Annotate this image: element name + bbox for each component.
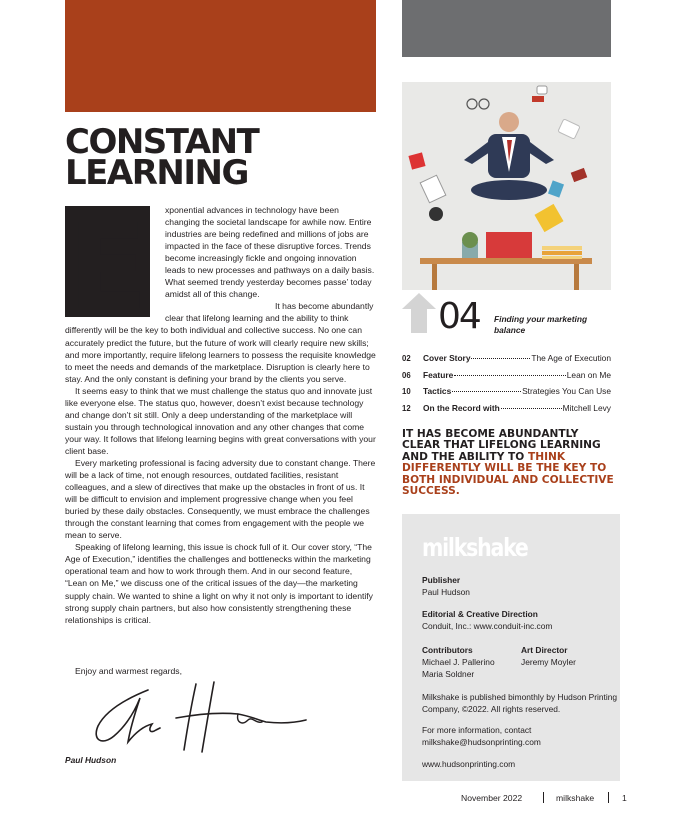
toc-leader: [471, 358, 530, 359]
feature-page-number: 04: [438, 296, 480, 337]
article-body: [65, 204, 376, 626]
art-director-label: Art Director: [521, 645, 568, 655]
header-grey-block: [402, 0, 611, 57]
toc-title: Strategies You Can Use: [522, 386, 611, 396]
contributors-label: Contributors: [422, 645, 473, 655]
signature-image: [88, 680, 308, 755]
toc-row[interactable]: [402, 386, 611, 403]
footer-publication: milkshake: [556, 793, 595, 803]
toc-section: On the Record with: [423, 402, 500, 413]
closing-line: Enjoy and warmest regards,: [75, 666, 182, 676]
contributor-name: Maria Soldner: [422, 669, 475, 679]
feature-photo: [402, 82, 611, 290]
footer-page-number: 1: [622, 793, 627, 803]
table-of-contents: [402, 353, 611, 419]
toc-page: 10: [402, 387, 411, 396]
art-director-block: [521, 644, 576, 668]
contributor-name: Michael J. Pallerino: [422, 657, 495, 667]
website-link[interactable]: www.hudsonprinting.com: [422, 759, 516, 769]
toc-row[interactable]: [402, 353, 611, 370]
paragraph: Every marketing professional is facing adversity due to constant change. There will be a lack of time, not enough resources, outdated facilities, resistant colleagues, and a slew of directives that make up the obstacles in front of us. It will be difficult to envision and implement progressive change when you feel buried by these daily obstacles. Consequently, we must embrace the challenges through the constant learning that comes from engagement with the people we mean to serve.: [65, 457, 376, 541]
publisher-label: Publisher: [422, 575, 461, 585]
footer-date: November 2022: [461, 793, 523, 803]
toc-leader: [454, 375, 565, 376]
contact-line: For more information, contact: [422, 725, 532, 735]
toc-leader: [452, 391, 521, 392]
toc-leader: [501, 408, 562, 409]
signer-name: Paul Hudson: [65, 755, 117, 765]
contributors-block: [422, 644, 495, 680]
toc-page: 02: [402, 354, 411, 363]
masthead-box: [402, 514, 620, 781]
toc-title: Lean on Me: [566, 369, 611, 380]
contact-block: [422, 724, 541, 748]
contact-email[interactable]: milkshake@hudsonprinting.com: [422, 737, 541, 747]
publisher-name: Paul Hudson: [422, 587, 470, 597]
paragraph: Speaking of lifelong learning, this issue is chock full of it. Our cover story, “The Age of Execution,” identifies the challenges and bottlenecks within the marketing operational team and how to work through them. And in our second feature, “Lean on Me,” we discuss one of the critical issues of the day—the marketing supply chain. We wanted to shine a light on why it not only is important to identify strong supply chain partners, but also how consistently strengthening these relationships is critical.: [65, 542, 373, 625]
pull-quote-part2: THINK DIFFERENTLY WILL BE THE KEY TO BOTH INDIVIDUAL AND COLLECTIVE SUCCESS.: [402, 450, 614, 498]
pull-quote-part1: IT HAS BECOME ABUNDANTLY CLEAR THAT LIFELONG LEARNING AND THE ABILITY TO: [402, 428, 601, 463]
arrow-up-icon: [402, 293, 436, 333]
article-title: CONSTANT LEARNING: [65, 122, 259, 193]
toc-page: 06: [402, 370, 411, 380]
toc-row[interactable]: [402, 403, 611, 420]
milkshake-logo: milkshake: [422, 533, 528, 562]
paragraph: It seems easy to think that we must challenge the status quo and innovate just like everyone else. The status quo, however, doesn’t exist because technology and change don’t sit still. Only a deep understanding of the marketplace will sustain you through technological innovation and any other changes that come your way. It follows that lifelong learning begins with great conversations with your client base.: [65, 385, 376, 456]
toc-page: 12: [402, 403, 411, 413]
toc-section: Tactics: [423, 386, 452, 396]
pull-quote: [402, 429, 614, 497]
toc-title: The Age of Execution: [531, 353, 611, 363]
publisher-block: [422, 574, 470, 598]
toc-section: Cover Story: [423, 353, 471, 363]
editorial-label: Editorial & Creative Direction: [422, 609, 538, 619]
paragraph: It has become abundantly clear that lifelong learning and the ability to think differently will be the key to both individual and collective success. No one can accurately predict the future, but the future of work will clearly require new skills; and more importantly, require lifelong learners to possess the requisite knowledge to meet the needs and demands of the marketplace. Disruption is clearly here to stay. And the only constant is defining your brand by the clients you serve.: [65, 301, 376, 384]
art-director-name: Jeremy Moyler: [521, 657, 576, 667]
toc-row[interactable]: [402, 370, 611, 387]
footer-divider: [543, 792, 544, 803]
editorial-value: Conduit, Inc.: www.conduit-inc.com: [422, 621, 553, 631]
toc-title: Mitchell Levy: [562, 402, 611, 413]
paragraph: xponential advances in technology have been changing the societal landscape for awhile now. Entire industries are being redefined and millions of jobs are impacted in the face of these disruptive forces. Trends become increasingly fickle and ongoing innovation leads to new processes and pathways on a daily basis. What seemed trendy yesterday becomes passe’ today amidst all of this change.: [165, 205, 375, 300]
header-color-block: [65, 0, 376, 112]
feature-title: Finding your marketing balance: [494, 314, 588, 335]
toc-section: Feature: [423, 369, 454, 380]
published-note: Milkshake is published bimonthly by Hudson Printing Company, ©2022. All rights reserved.: [422, 692, 618, 714]
footer-divider: [608, 792, 609, 803]
editorial-block: [422, 608, 552, 632]
drop-cap-letter: E: [67, 206, 148, 317]
